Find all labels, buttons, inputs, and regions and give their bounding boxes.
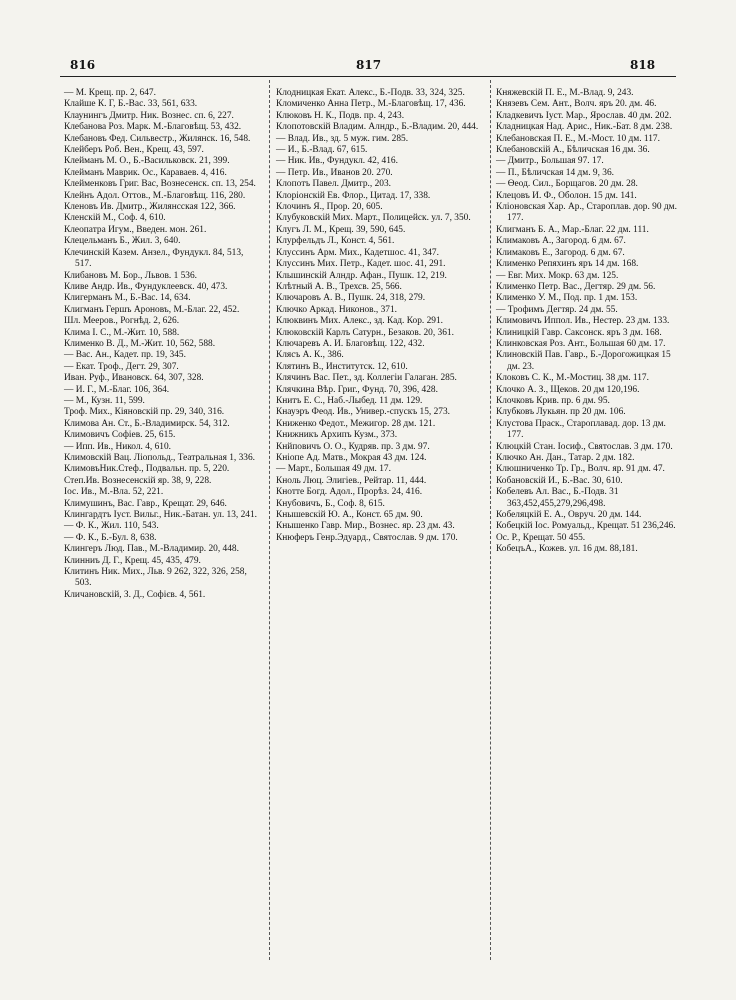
column-right [496,88,680,556]
directory-entry: Кнубовичъ, Б., Соф. 8, 615. [276,498,385,509]
directory-entry: — Ник. Ив., Фундукл. 42, 416. [276,156,398,167]
column-middle [276,88,482,544]
directory-entry: Клугъ Л. М., Крещ. 39, 590, 645. [276,224,406,235]
directory-entry: Клочко А. З., Щеков. 20 дм 120,196. [496,384,640,395]
directory-entry: Князевъ Сем. Ант., Волч. яръ 20. дм. 46. [496,99,657,110]
directory-entry: Степ.Ив. Вознесенскій яр. 38, 9, 228. [64,475,212,486]
directory-entry: Клышинскій Алндр. Афан., Пушк. 12, 219. [276,270,447,281]
directory-entry: Клибановъ М. Бор., Львов. 1 536. [64,270,198,281]
directory-entry: — Влад. Ив., зд. 5 муж. гим. 285. [276,133,409,144]
header-rule [60,76,676,77]
directory-entry: Клайше К. Г, Б.-Вас. 33, 561, 633. [64,99,198,110]
directory-entry: Климовичъ Софіев. 25, 615. [64,430,176,441]
directory-entry: Клецельманъ Б., Жил. 3, 640. [64,236,181,247]
directory-entry: Клопотовскій Владим. Алндр., Б.-Владим. 20, 444. [276,122,479,133]
directory-entry: Клаунингъ Дмитр. Ник. Вознес. сп. 6, 227. [64,110,234,121]
directory-entry: — М. Крещ. пр. 2, 647. [64,88,156,98]
directory-entry: Клечинскій Казем. Анзел., Фундукл. 84, 513, 517. [64,247,244,270]
directory-entry: Кобеляцкій Е. А., Овруч. 20 дм. 144. [496,510,642,521]
directory-entry: Климова Ан. Ст., Б.-Владимирск. 54, 312. [64,418,230,429]
directory-entry: — И., Б.-Влад. 67, 615. [276,145,368,156]
column-left [64,88,262,601]
directory-entry: Клопотъ Павел. Дмитр., 203. [276,179,391,190]
directory-entry: Иван. Руф., Ивановск. 64, 307, 328. [64,373,204,384]
directory-entry: Клодницкая Екат. Алекс., Б.-Подв. 33, 324, 325. [276,88,465,98]
directory-entry: Кломиченко Анна Петр., М.-Благовѣщ. 17, 436. [276,99,466,110]
directory-entry: Ключаревъ А. И. Благовѣщ. 122, 432. [276,338,425,349]
directory-entry: Іос. Ив., М.-Вла. 52, 221. [64,487,164,498]
directory-entry: Кличановскій, З. Д., Софієв. 4, 561. [64,589,206,600]
directory-entry: Клебанова Роз. Марк. М.-Благовѣщ. 53, 432. [64,122,242,133]
directory-entry: Клюковъ Н. К., Подв. пр. 4, 243. [276,110,405,121]
directory-entry: Клоковъ С. К., М.-Мостиц. 38 дм. 117. [496,373,649,384]
directory-entry: Клюшниченко Тр. Гр., Волч. яр. 91 дм. 47. [496,464,665,475]
directory-entry: Кнюферъ Генр.Эдуард., Святослав. 9 дм. 170. [276,532,458,543]
directory-entry: Шл. Мееров., Рогнѣд. 2, 626. [64,316,180,327]
directory-entry: Клименко Петр. Вас., Дегтяр. 29 дм. 56. [496,281,656,292]
directory-entry: — Дмитр., Большая 97. 17. [496,156,604,167]
directory-entry: Кливе Андр. Ив., Фундуклеевск. 40, 473. [64,281,228,292]
directory-entry: Клѣтный А. В., Трехсв. 25, 566. [276,281,402,292]
directory-entry: Кленскій М., Соф. 4, 610. [64,213,166,224]
directory-entry: Кнйповичъ О. О., Кудряв. пр. 3 дм. 97. [276,441,430,452]
directory-entry: Клеопатра Игум., Введен. мон. 261. [64,224,207,235]
directory-entry: Клингардтъ Іуст. Вильг., Ник.-Батан. ул. 13, 241. [64,510,257,521]
directory-entry: — Трофимъ Дегтяр. 24 дм. 55. [496,304,618,315]
directory-entry: Клоріонскій Ев. Флор., Цитад. 17, 338. [276,190,431,201]
directory-entry: Клейнъ Адол. Оттов., М.-Благовѣщ. 116, 280. [64,190,246,201]
directory-entry: Кнауэръ Феод. Ив., Универ.-спускъ 15, 273. [276,407,450,418]
directory-entry: Кліоновская Хар. Ар., Староплав. дор. 90 дм. 177. [496,202,677,224]
directory-entry: Клименко У. М., Под. пр. 1 дм. 153. [496,293,638,304]
directory-entry: Клейменковъ Григ. Вас, Вознесенск. сп. 13, 254. [64,179,256,190]
directory-entry: Клюковскій Карлъ Сатурн., Безаков. 20, 361. [276,327,454,338]
directory-entry: Клячкина Вѣр. Григ., Фунд. 70, 396, 428. [276,384,438,395]
directory-entry: — И. Г., М.-Благ. 106, 364. [64,384,170,395]
directory-entry: — П., Бѣличская 14 дм. 9, 36. [496,167,614,178]
directory-entry: Кнотте Богд. Адол., Прорѣз. 24, 416. [276,487,423,498]
directory-entry: Клебановская П. Е., М.-Мост. 10 дм. 117. [496,133,660,144]
column-divider [269,80,270,960]
directory-entry: Кобелевъ Ал. Вас., Б.-Подв. 31 363,452,455,279,296,498. [496,487,619,509]
directory-entry: Клочковъ Крив. пр. 6 дм. 95. [496,395,610,406]
directory-entry: Клигерманъ М., Б.-Вас. 14, 634. [64,293,191,304]
directory-entry: Ключко Аркад. Никонов., 371. [276,304,398,315]
directory-entry: Клецовъ И. Ф., Оболон. 15 дм. 141. [496,190,637,201]
directory-entry: — Ипп. Ив., Никол. 4, 610. [64,441,172,452]
directory-entry: Клименко Репяхинъ яръ 14 дм. 168. [496,259,639,270]
directory-entry: Клячинъ Вас. Пет., зд. Коллегіи Галаган. 285. [276,373,457,384]
directory-entry: Ключко Ан. Дан., Татар. 2 дм. 182. [496,453,635,463]
directory-entry: Клочинъ Я., Прор. 20, 605. [276,202,383,213]
directory-entry: Климаковъ А., Загород. 6 дм. 67. [496,236,626,247]
directory-entry: — Ѳеод. Сил., Борщагов. 20 дм. 28. [496,179,638,190]
directory-entry: — Вас. Ан., Кадет. пр. 19, 345. [64,350,186,361]
directory-entry: Клинковская Роз. Ант., Большая 60 дм. 17. [496,338,666,349]
directory-entry: Кнышенко Гавр. Мир., Вознес. яр. 23 дм. 43. [276,521,455,532]
directory-entry: Клуссинъ Арм. Мих., Кадетшос. 41, 347. [276,247,439,258]
directory-entry: Климушинъ, Вас. Гавр., Крещат. 29, 646. [64,498,227,509]
directory-entry: Клингеръ Люд. Пав., М.-Владимир. 20, 448. [64,544,239,555]
directory-entry: Кноль Люц. Элигіев., Рейтар. 11, 444. [276,475,427,486]
directory-entry: Клурфельдъ Л., Конст. 4, 561. [276,236,395,247]
directory-entry: Книтъ Е. С., Наб.-Лыбед. 11 дм. 129. [276,395,423,406]
directory-entry: Ключаровъ А. В., Пушк. 24, 318, 279. [276,293,426,304]
directory-entry: Клиновскій Пав. Гавр., Б.-Дорогожицкая 15 дм. 23. [496,350,671,372]
column-divider [490,80,491,960]
directory-entry: Клиницкій Гавр. Саксонск. яръ 3 дм. 168. [496,327,662,338]
directory-entry: Кобецкій Іос. Ромуальд., Крещат. 51 236,246. [496,521,676,532]
directory-entry: — Евг. Мих. Мокр. 63 дм. 125. [496,270,619,281]
directory-entry: Кленовъ Ив. Дмитр., Жилянсская 122, 366. [64,202,236,213]
directory-entry: Клименко В. Д., М.-Жит. 10, 562, 588. [64,338,216,349]
directory-entry: Ос. Р., Крещат. 50 455. [496,532,586,543]
directory-entry: Клясъ А. К., 386. [276,350,344,361]
directory-entry: Троф. Мих., Кіяновскій пр. 29, 340, 316. [64,407,225,418]
directory-entry: Клигманъ Гершъ Ароновъ, М.-Благ. 22, 452. [64,304,240,315]
directory-entry: Клейманъ М. О., Б.-Васильковск. 21, 399. [64,156,230,167]
directory-entry: — Ф. К., Б.-Бул. 8, 638. [64,532,157,543]
directory-entry: Кніопе Ад. Матв., Мокрая 43 дм. 124. [276,453,427,463]
directory-entry: Клима І. С., М.-Жит. 10, 588. [64,327,180,338]
directory-entry: КлимовъНик.Стеф., Подвальн. пр. 5, 220. [64,464,230,475]
directory-entry: — Ф. К., Жил. 110, 543. [64,521,159,532]
directory-entry: Кладницкая Над. Арис., Ник.-Бат. 8 дм. 238. [496,122,673,133]
directory-entry: Клейберъ Роб. Вен., Крещ. 43, 597. [64,145,204,156]
directory-entry: Клустова Праск., Староплавад. дор. 13 дм. 177. [496,418,666,441]
directory-entry: Климовскій Вац. Ліопольд., Театральная 1, 336. [64,453,256,463]
directory-entry: — М., Кузн. 11, 599. [64,395,145,406]
directory-entry: Клитинъ Ник. Мих., Льв. 9 262, 322, 326, 258, 503. [64,567,247,589]
directory-entry: — Петр. Ив., Иванов 20. 270. [276,167,393,178]
directory-entry: Клейманъ Маврик. Ос., Караваев. 4, 416. [64,167,227,178]
directory-entry: Книженко Федот., Межигор. 28 дм. 121. [276,418,436,429]
directory-entry: Кладкевичъ Іуст. Мар., Ярослав. 40 дм. 202. [496,110,672,121]
directory-entry: Книжникъ Архипъ Кузм., 373. [276,430,398,441]
directory-entry: Клигманъ Б. А., Мар.-Благ. 22 дм. 111. [496,224,649,235]
directory-entry: Клинниъ Д. Г., Крещ. 45, 435, 479. [64,555,201,566]
directory-entry: Кобановскій И., Б.-Вас. 30, 610. [496,475,623,486]
directory-entry: Клебановъ Фед. Сильвестр., Жилянск. 16, 548. [64,133,251,144]
directory-entry: Княжевскій П. Е., М.-Влад. 9, 243. [496,88,634,98]
page-number-right: 818 [630,58,656,72]
directory-entry: Клубуковскій Мих. Март., Полицейск. ул. 7, 350. [276,213,471,224]
directory-entry: — Март., Большая 49 дм. 17. [276,464,391,475]
directory-entry: Клебановскій А., Бѣличская 16 дм. 36. [496,145,650,156]
directory-entry: КобецъА., Кожев. ул. 16 дм. 88,181. [496,544,638,555]
directory-entry: Клубковъ Лукьян. пр 20 дм. 106. [496,407,626,418]
page-number-left: 816 [70,58,96,72]
directory-entry: Клуссинъ Мих. Петр., Кадет. шос. 41, 291. [276,259,446,270]
directory-entry: Клятинъ В., Институтск. 12, 610. [276,361,408,372]
directory-entry: Кнышевскій Ю. А., Конст. 65 дм. 90. [276,510,423,521]
directory-entry: Клюцкій Стан. Іосиф., Святослав. 3 дм. 170. [496,441,673,452]
directory-entry: Климовичъ Иппол. Ив., Нестер. 23 дм. 133. [496,316,670,327]
page-number-center: 817 [356,58,382,72]
directory-entry: Климаковъ Е., Загород. 6 дм. 67. [496,247,625,258]
directory-entry: Клюквинъ Мих. Алекс., зд. Кад. Кор. 291. [276,316,443,327]
directory-entry: — Екат. Троф., Дегт. 29, 307. [64,361,179,372]
